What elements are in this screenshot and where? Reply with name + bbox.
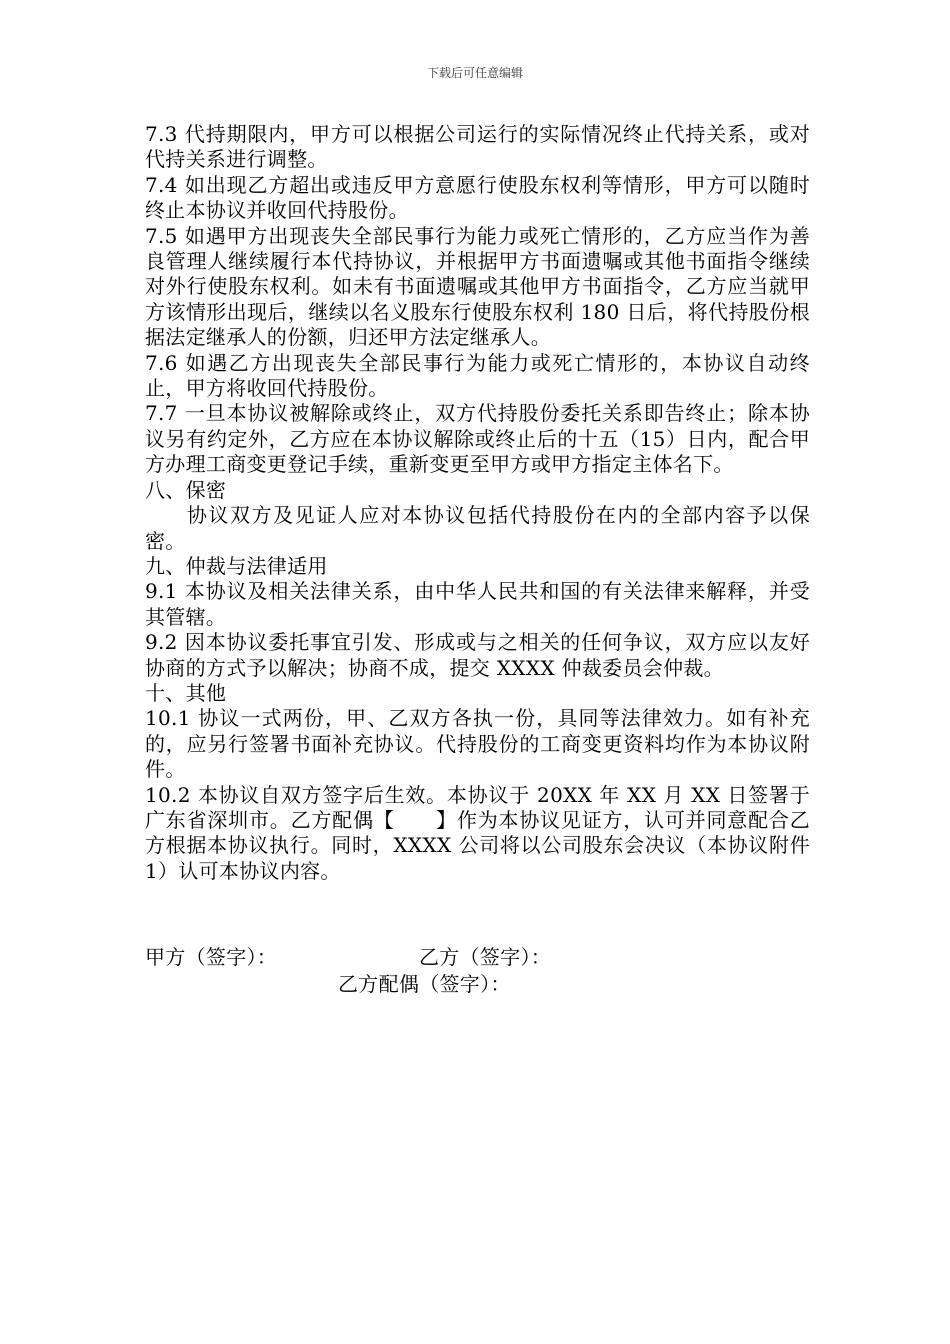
clause-7-7: 7.7 一旦本协议被解除或终止，双方代持股份委托关系即告终止；除本协议另有约定外，乙方应在本协议解除或终止后的十五（15）日内，配合甲方办理工商变更登记手续，重新变更至甲方或甲方指定主体名下。 bbox=[145, 401, 810, 477]
page-header-note: 下载后可任意编辑 bbox=[426, 66, 523, 80]
clause-7-6: 7.6 如遇乙方出现丧失全部民事行为能力或死亡情形的，本协议自动终止，甲方将收回代持股份。 bbox=[145, 350, 810, 401]
clause-10-1: 10.1 协议一式两份，甲、乙双方各执一份，具同等法律效力。如有补充的，应另行签署书面补充协议。代持股份的工商变更资料均作为本协议附件。 bbox=[145, 706, 810, 782]
section-heading-arbitration: 九、仲裁与法律适用 bbox=[145, 553, 328, 578]
signature-row-parties bbox=[145, 944, 810, 971]
document-body bbox=[145, 122, 810, 884]
section-heading-other: 十、其他 bbox=[145, 680, 227, 705]
clause-7-4: 7.4 如出现乙方超出或违反甲方意愿行使股东权利等情形，甲方可以随时终止本协议并收回代持股份。 bbox=[145, 172, 810, 223]
signature-block bbox=[145, 944, 810, 998]
clause-9-2: 9.2 因本协议委托事宜引发、形成或与之相关的任何争议，双方应以友好协商的方式予以解决；协商不成，提交 XXXX 仲裁委员会仲裁。 bbox=[145, 630, 810, 680]
confidentiality-text: 协议双方及见证人应对本协议包括代持股份在内的全部内容予以保密。 bbox=[145, 503, 810, 553]
party-a-signature-label: 甲方（签字）： bbox=[145, 945, 278, 969]
clause-7-5: 7.5 如遇甲方出现丧失全部民事行为能力或死亡情形的，乙方应当作为善良管理人继续履行本代持协议，并根据甲方书面遗嘱或其他书面指令继续对外行使股东权利。如未有书面遗嘱或其他甲方书面指令，乙方应当就甲方该情形出现后，继续以名义股东行使股东权利 180 日后，将代持股份根据法定继承人的份额，归还甲方法定继承人。 bbox=[145, 223, 810, 350]
clause-9-1: 9.1 本协议及相关法律关系，由中华人民共和国的有关法律来解释，并受其管辖。 bbox=[145, 579, 810, 629]
party-b-spouse-signature-label: 乙方配偶（签字）： bbox=[338, 972, 511, 996]
section-heading-confidentiality: 八、保密 bbox=[145, 477, 227, 502]
signature-row-spouse bbox=[145, 971, 810, 998]
party-b-signature-label: 乙方（签字）： bbox=[419, 945, 552, 969]
clause-10-2: 10.2 本协议自双方签字后生效。本协议于 20XX 年 XX 月 XX 日签署于广东省深圳市。乙方配偶【 】作为本协议见证方，认可并同意配合乙方根据本协议执行。同时，XXXX 公司将以公司股东会决议（本协议附件 1）认可本协议内容。 bbox=[145, 782, 810, 883]
clause-7-3: 7.3 代持期限内，甲方可以根据公司运行的实际情况终止代持关系，或对代持关系进行调整。 bbox=[145, 122, 810, 172]
